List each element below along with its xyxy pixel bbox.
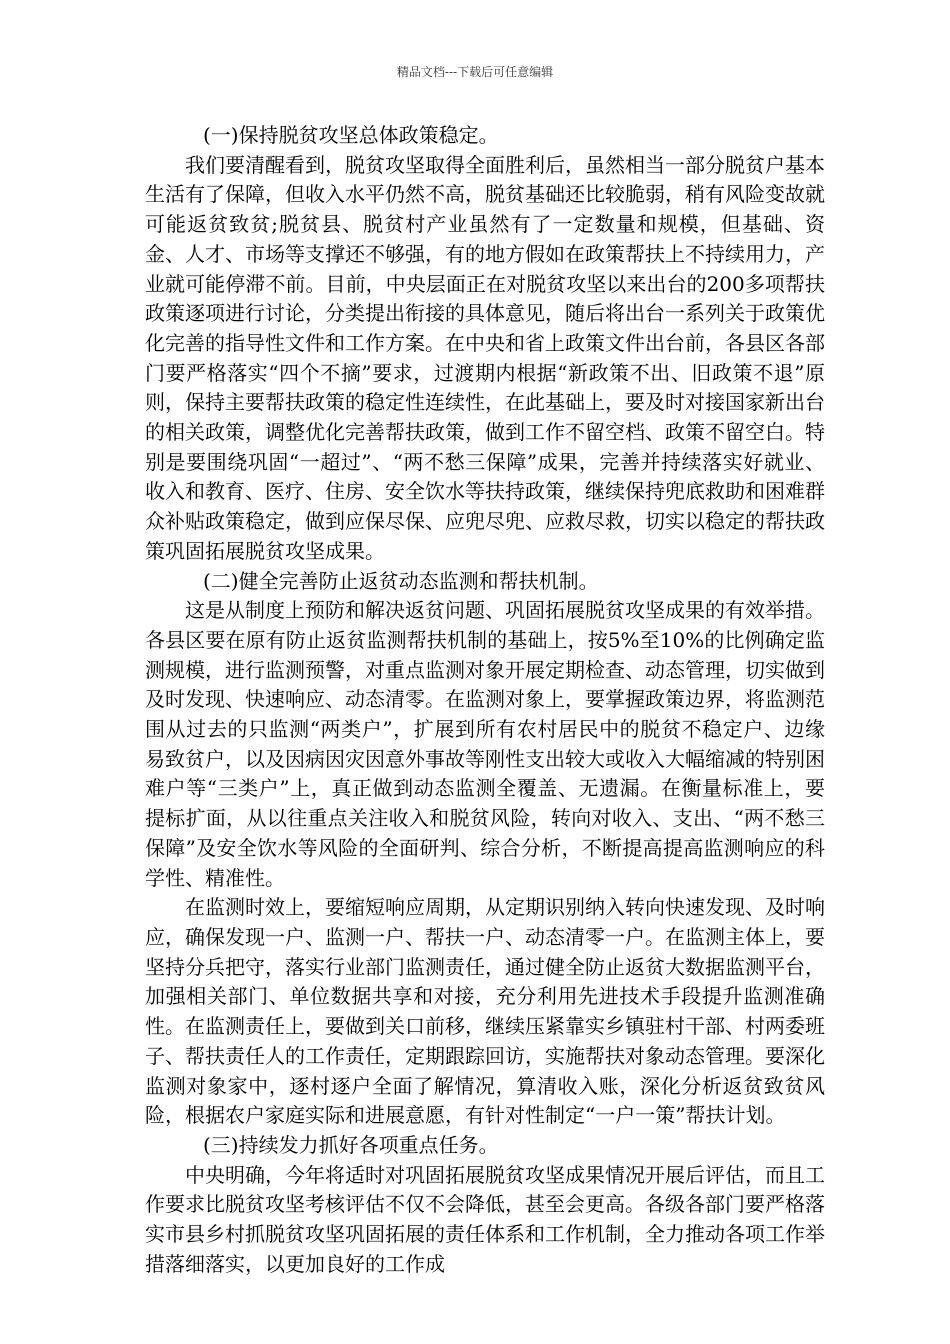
section-heading-2: (二)健全完善防止返贫动态监测和帮扶机制。 <box>203 568 599 593</box>
body-paragraph-1: 我们要清醒看到，脱贫攻坚取得全面胜利后，虽然相当一部分脱贫户基本生活有了保障，但收入水平仍然不高，脱贫基础还比较脆弱，稍有风险变故就可能返贫致贫;脱贫县、脱贫村产业虽然有了一定数量和规模，但基础、资金、人才、市场等支撑还不够强，有的地方假如在政策帮扶上不持续用力，产业就可能停滞不前。目前，中央层面正在对脱贫攻坚以来出台的200多项帮扶政策逐项进行讨论，分类提出衔接的具体意见，随后将出台一系列关于政策优化完善的指导性文件和工作方案。在中央和省上政策文件出台前，各县区各部门要严格落实“四个不摘”要求，过渡期内根据“新政策不出、旧政策不退”原则，保持主要帮扶政策的稳定性连续性，在此基础上，要及时对接国家新出台的相关政策，调整优化完善帮扶政策，做到工作不留空档、政策不留空白。特别是要围绕巩固“一超过”、“两不愁三保障”成果，完善并持续落实好就业、收入和教育、医疗、住房、安全饮水等扶持政策，继续保持兜底救助和困难群众补贴政策稳定，做到应保尽保、应兜尽兜、应救尽救，切实以稳定的帮扶政策巩固拓展脱贫攻坚成果。 <box>145 152 825 563</box>
body-paragraph-3: 在监测时效上，要缩短响应周期，从定期识别纳入转向快速发现、及时响应，确保发现一户、监测一户、帮扶一户、动态清零一户。在监测主体上，要坚持分兵把守，落实行业部门监测责任，通过健全防止返贫大数据监测平台，加强相关部门、单位数据共享和对接，充分利用先进技术手段提升监测准确性。在监测责任上，要做到关口前移，继续压紧靠实乡镇驻村干部、村两委班子、帮扶责任人的工作责任，定期跟踪回访，实施帮扶对象动态管理。要深化监测对象家中，逐村逐户全面了解情况，算清收入账，深化分析返贫致贫风险，根据农户家庭实际和进展意愿，有针对性制定“一户一策”帮扶计划。 <box>145 895 825 1128</box>
body-paragraph-4: 中央明确，今年将适时对巩固拓展脱贫攻坚成果情况开展后评估，而且工作要求比脱贫攻坚考核评估不仅不会降低，甚至会更高。各级各部门要严格落实市县乡村抓脱贫攻坚巩固拓展的责任体系和工作机制，全力推动各项工作举措落细落实，以更加良好的工作成 <box>145 1162 825 1276</box>
section-heading-3: (三)持续发力抓好各项重点任务。 <box>203 1132 499 1157</box>
page-header: 精品文档---下载后可任意编辑 <box>396 65 554 79</box>
document-body <box>145 121 825 1279</box>
section-heading-1: (一)保持脱贫攻坚总体政策稳定。 <box>203 123 499 147</box>
body-paragraph-2: 这是从制度上预防和解决返贫问题、巩固拓展脱贫攻坚成果的有效举措。各县区要在原有防止返贫监测帮扶机制的基础上，按5%至10%的比例确定监测规模，进行监测预警，对重点监测对象开展定期检查、动态管理，切实做到及时发现、快速响应、动态清零。在监测对象上，要掌握政策边界，将监测范围从过去的只监测“两类户”，扩展到所有农村居民中的脱贫不稳定户、边缘易致贫户，以及因病因灾因意外事故等刚性支出较大或收入大幅缩减的特别困难户等“三类户”上，真正做到动态监测全覆盖、无遗漏。在衡量标准上，要提标扩面，从以往重点关注收入和脱贫风险，转向对收入、支出、“两不愁三保障”及安全饮水等风险的全面研判、综合分析，不断提高提高监测响应的科学性、精准性。 <box>145 598 825 890</box>
